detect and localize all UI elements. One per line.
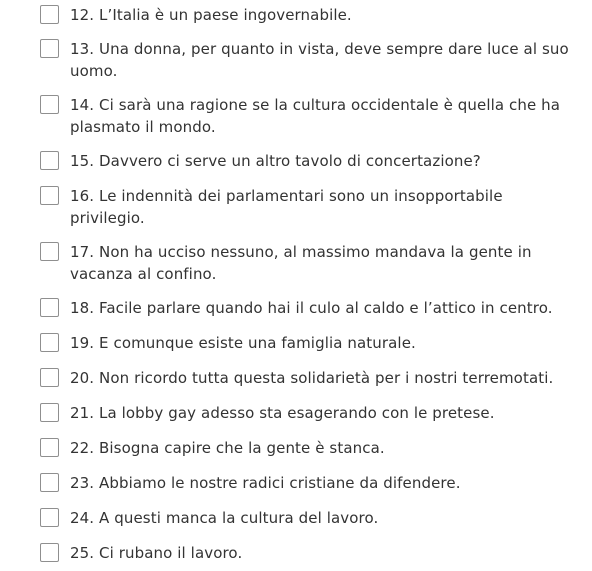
list-item[interactable] — [40, 402, 578, 424]
checkbox[interactable] — [40, 39, 59, 58]
checkbox[interactable] — [40, 298, 59, 317]
item-label[interactable]: 22. Bisogna capire che la gente è stanca. — [70, 439, 385, 457]
item-label[interactable]: 19. E comunque esiste una famiglia naturale. — [70, 334, 416, 352]
checkbox[interactable] — [40, 368, 59, 387]
item-label[interactable]: 15. Davvero ci serve un altro tavolo di concertazione? — [70, 152, 481, 170]
list-item[interactable] — [40, 38, 578, 82]
item-label[interactable]: 23. Abbiamo le nostre radici cristiane da difendere. — [70, 474, 461, 492]
item-label[interactable]: 25. Ci rubano il lavoro. — [70, 544, 243, 562]
checkbox[interactable] — [40, 543, 59, 562]
list-item[interactable] — [40, 94, 578, 138]
checkbox[interactable] — [40, 95, 59, 114]
item-label[interactable]: 16. Le indennità dei parlamentari sono un insopportabile privilegio. — [70, 187, 503, 227]
list-item[interactable] — [40, 437, 578, 459]
item-label[interactable]: 14. Ci sarà una ragione se la cultura occidentale è quella che ha plasmato il mondo. — [70, 96, 561, 136]
list-item[interactable] — [40, 241, 578, 285]
list-item[interactable] — [40, 472, 578, 494]
list-item[interactable] — [40, 332, 578, 354]
checkbox[interactable] — [40, 508, 59, 527]
list-item[interactable] — [40, 297, 578, 319]
checkbox[interactable] — [40, 5, 59, 24]
list-item[interactable] — [40, 542, 578, 564]
list-item[interactable] — [40, 4, 578, 26]
checkbox[interactable] — [40, 403, 59, 422]
item-label[interactable]: 13. Una donna, per quanto in vista, deve sempre dare luce al suo uomo. — [70, 40, 569, 80]
item-label[interactable]: 24. A questi manca la cultura del lavoro. — [70, 509, 379, 527]
item-label[interactable]: 18. Facile parlare quando hai il culo al caldo e l’attico in centro. — [70, 299, 553, 317]
item-label[interactable]: 21. La lobby gay adesso sta esagerando con le pretese. — [70, 404, 495, 422]
checkbox[interactable] — [40, 151, 59, 170]
item-label[interactable]: 20. Non ricordo tutta questa solidarietà per i nostri terremotati. — [70, 369, 554, 387]
checkbox[interactable] — [40, 186, 59, 205]
checkbox[interactable] — [40, 473, 59, 492]
list-item[interactable] — [40, 367, 578, 389]
item-label[interactable]: 17. Non ha ucciso nessuno, al massimo mandava la gente in vacanza al confino. — [70, 243, 532, 283]
checkbox[interactable] — [40, 438, 59, 457]
list-item[interactable] — [40, 507, 578, 529]
checkbox[interactable] — [40, 242, 59, 261]
list-item[interactable] — [40, 150, 578, 172]
item-label[interactable]: 12. L’Italia è un paese ingovernabile. — [70, 6, 352, 24]
list-item[interactable] — [40, 185, 578, 229]
checkbox[interactable] — [40, 333, 59, 352]
